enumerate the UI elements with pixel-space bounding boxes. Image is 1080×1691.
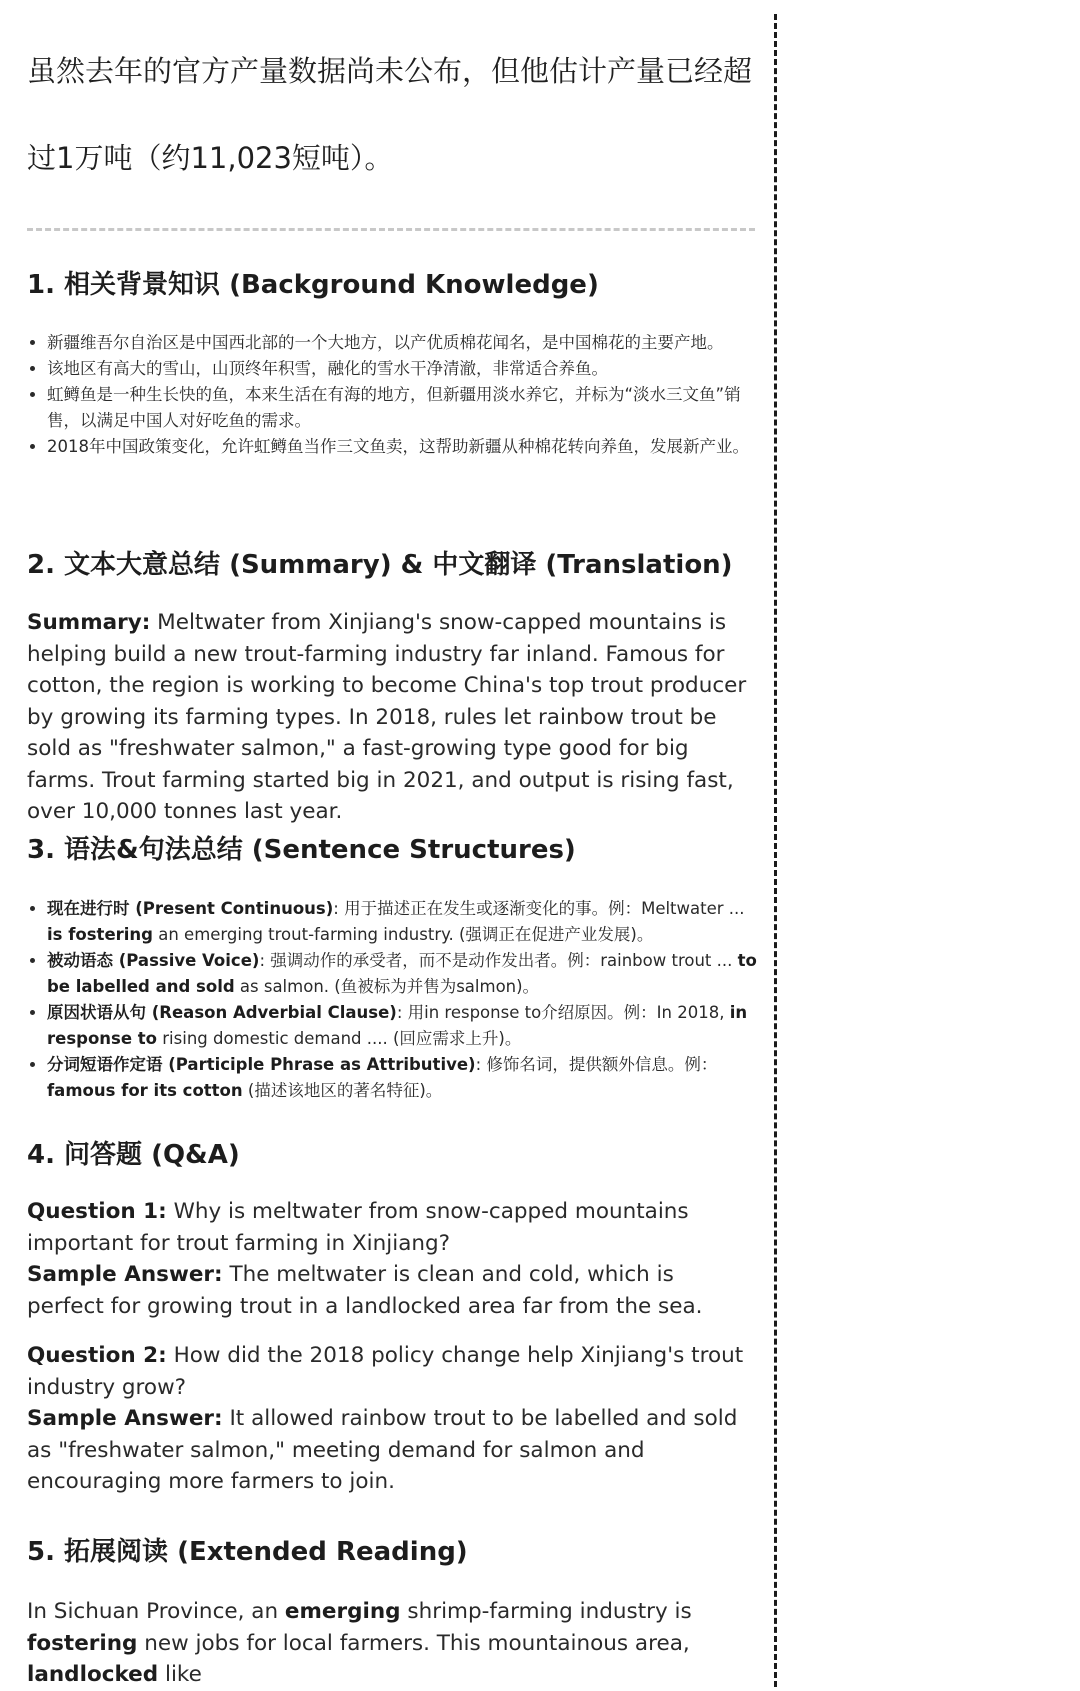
vertical-dashed-separator — [774, 14, 777, 1687]
question-1-label: Question 1: — [27, 1199, 167, 1224]
answer-2-label: Sample Answer: — [27, 1406, 223, 1431]
grammar-tail: as salmon. (鱼被标为并售为salmon)。 — [234, 977, 540, 996]
list-item — [47, 948, 757, 1000]
grammar-term: 原因状语从句 (Reason Adverbial Clause) — [47, 1003, 397, 1022]
extended-heading: 5. 拓展阅读 (Extended Reading) — [27, 1537, 468, 1567]
list-item — [47, 1052, 757, 1104]
extended-text: shrimp-farming industry is — [400, 1599, 692, 1624]
grammar-example: to be labelled and sold — [47, 951, 757, 996]
extended-keyword: landlocked — [27, 1662, 159, 1687]
section-divider — [27, 228, 755, 231]
background-list — [27, 330, 757, 460]
intro-line-2: 过1万吨（约11,023短吨）。 — [27, 141, 394, 175]
section-qa — [27, 1138, 757, 1498]
list-item: • 虹鳟鱼是一种生长快的鱼，本来生活在有海的地方，但新疆用淡水养它，并标为“淡水三文鱼”销售，以满足中国人对好吃鱼的需求。 — [47, 382, 757, 434]
grammar-term: 现在进行时 (Present Continuous) — [47, 899, 334, 918]
answer-1-label: Sample Answer: — [27, 1262, 223, 1287]
list-item: • 2018年中国政策变化，允许虹鳟鱼当作三文鱼卖，这帮助新疆从种棉花转向养鱼，发展新产业。 — [47, 434, 757, 460]
summary-paragraph — [27, 607, 757, 828]
background-heading: 1. 相关背景知识 (Background Knowledge) — [27, 270, 599, 300]
extended-text: like — [158, 1662, 202, 1687]
list-item — [47, 1000, 757, 1052]
grammar-list — [27, 896, 757, 1104]
extended-text: new jobs for local farmers. This mountainous area, — [137, 1630, 690, 1656]
question-2-label: Question 2: — [27, 1343, 167, 1368]
list-item: • 该地区有高大的雪山，山顶终年积雪，融化的雪水干净清澈，非常适合养鱼。 — [47, 356, 757, 382]
list-item: • 新疆维吾尔自治区是中国西北部的一个大地方，以产优质棉花闻名，是中国棉花的主要产地。 — [47, 330, 757, 356]
answer-1-text: The meltwater is clean and cold, which is perfect for growing trout in a landlocked area far from the sea. — [27, 1262, 703, 1319]
grammar-tail: (描述该地区的著名特征)。 — [242, 1081, 443, 1100]
section-background — [27, 268, 757, 460]
extended-paragraph — [27, 1596, 757, 1691]
grammar-example: in response to — [47, 1003, 748, 1048]
grammar-desc: : 强调动作的承受者，而不是动作发出者。例：rainbow trout ... — [259, 951, 738, 970]
answer-2-text: It allowed rainbow trout to be labelled and sold as "freshwater salmon," meeting demand for salmon and encouraging more farmers to join. — [27, 1406, 738, 1494]
grammar-example: famous for its cotton — [47, 1081, 243, 1100]
grammar-desc: : 修饰名词，提供额外信息。例： — [475, 1055, 718, 1074]
qa-heading: 4. 问答题 (Q&A) — [27, 1140, 240, 1170]
intro-line-1: 虽然去年的官方产量数据尚未公布，但他估计产量已经超 — [27, 54, 753, 88]
qa-block-2 — [27, 1340, 757, 1498]
section-grammar — [27, 833, 757, 1104]
list-item — [47, 896, 757, 948]
grammar-example: is fostering — [47, 925, 153, 944]
grammar-heading: 3. 语法&句法总结 (Sentence Structures) — [27, 835, 576, 865]
qa-block-1 — [27, 1196, 757, 1322]
grammar-desc: : 用于描述正在发生或逐渐变化的事。例：Meltwater ... — [333, 899, 745, 918]
grammar-term: 被动语态 (Passive Voice) — [47, 951, 260, 970]
section-extended-reading — [27, 1535, 757, 1691]
extended-keyword: emerging — [284, 1599, 401, 1624]
grammar-desc: : 用in response to介绍原因。例：In 2018, — [396, 1003, 730, 1022]
section-summary — [27, 548, 757, 828]
question-1-text: Why is meltwater from snow-capped mountains important for trout farming in Xinjiang? — [27, 1199, 689, 1256]
extended-keyword: fostering — [27, 1630, 138, 1656]
summary-heading: 2. 文本大意总结 (Summary) & 中文翻译 (Translation) — [27, 550, 733, 580]
grammar-term: 分词短语作定语 (Participle Phrase as Attributive) — [47, 1055, 476, 1074]
summary-text: Meltwater from Xinjiang's snow-capped mountains is helping build a new trout-farming industry far inland. Famous for cotton, the region is working to become China's top trout producer by growing its farming types. In 2018, rules let rainbow trout be sold as "freshwater salmon," a fast-growing type good for big farms. Trout farming started big in 2021, and output is rising fast, over 10,000 tonnes last year. — [27, 610, 747, 824]
grammar-tail: rising domestic demand .... (回应需求上升)。 — [157, 1029, 522, 1048]
intro-chinese-paragraph — [27, 28, 757, 202]
grammar-tail: an emerging trout-farming industry. (强调正在促进产业发展)。 — [153, 925, 654, 944]
extended-text: In Sichuan Province, an — [27, 1599, 285, 1624]
summary-label: Summary: — [27, 610, 151, 635]
question-2-text: How did the 2018 policy change help Xinjiang's trout industry grow? — [27, 1343, 744, 1400]
